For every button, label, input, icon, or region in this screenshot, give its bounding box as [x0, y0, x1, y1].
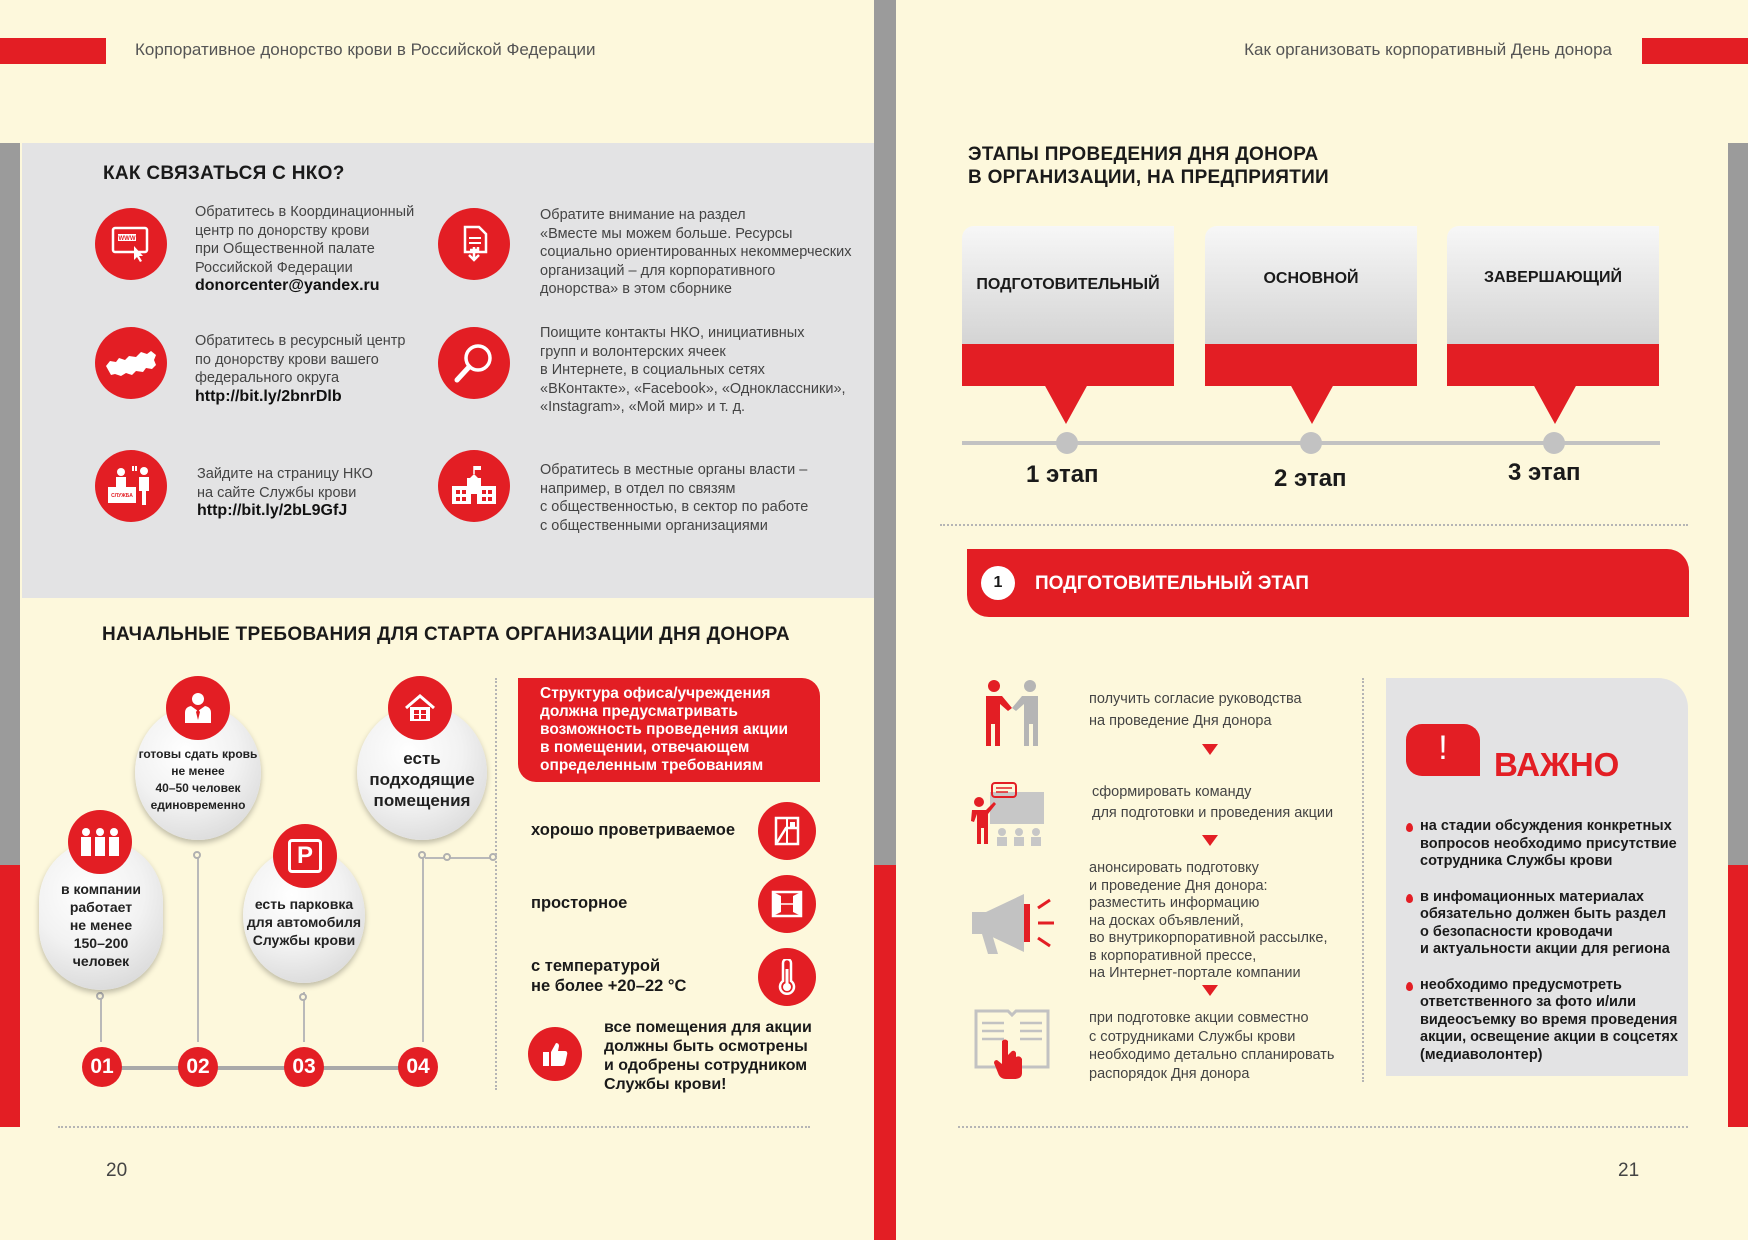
web-icon — [95, 208, 167, 280]
connector-dot-02 — [193, 851, 201, 859]
window-icon — [758, 875, 816, 933]
resource-center-link[interactable]: http://bit.ly/2bnrDlb — [195, 387, 342, 405]
left-header-red-bar — [0, 38, 106, 64]
left-side-grey-bar — [0, 143, 20, 865]
flow-divider — [1362, 678, 1364, 1082]
right-header-red-bar — [1642, 38, 1748, 64]
prep-stage-title: ПОДГОТОВИТЕЛЬНЫЙ ЭТАП — [1035, 573, 1309, 594]
connector-04 — [422, 855, 424, 1042]
important-title: ВАЖНО — [1494, 746, 1620, 783]
stage-label-1: ПОДГОТОВИТЕЛЬНЫЙ — [962, 226, 1174, 344]
right-bottom-rule — [958, 1126, 1688, 1128]
spine-grey — [874, 0, 896, 865]
prep-step-1: получить согласие руководства на проведение Дня донора — [1089, 691, 1302, 729]
requirement-bubble-02: готовы сдать кровь не менее 40–50 человек единовременно — [135, 705, 261, 840]
government-building-icon — [438, 450, 510, 522]
important-item-3: необходимо предусмотреть ответственного за фото и/или видеосъемку во время проведения акции, освещение акции в соцсетях (медиаволонтер) — [1404, 977, 1688, 1065]
right-page-header: Как организовать корпоративный День донора — [1244, 40, 1612, 59]
blood-service-link[interactable]: http://bit.ly/2bL9GfJ — [197, 502, 348, 519]
connector-04-branch — [425, 857, 497, 859]
contact-item-6: Обратитесь в местные органы власти – например, в отдел по связям с общественностью, в сектор по работе с общественными организациями — [540, 462, 809, 534]
document-download-icon — [438, 208, 510, 280]
requirements-title: НАЧАЛЬНЫЕ ТРЕБОВАНИЯ ДЛЯ СТАРТА ОРГАНИЗАЦИИ ДНЯ ДОНОРА — [102, 624, 790, 645]
stages-title: ЭТАПЫ ПРОВЕДЕНИЯ ДНЯ ДОНОРА В ОРГАНИЗАЦИИ, НА ПРЕДПРИЯТИИ — [968, 144, 1330, 188]
prep-stage-badge: 1 — [981, 566, 1015, 600]
stage-number-2: 2 этап — [1274, 465, 1347, 492]
stage-card-2-pointer — [1290, 384, 1334, 424]
prep-step-2: сформировать команду для подготовки и проведения акции — [1092, 784, 1334, 821]
flow-arrow-3 — [1202, 985, 1218, 996]
stage-number-3: 3 этап — [1508, 459, 1581, 486]
service-desk-label: СЛУЖБА — [111, 493, 133, 499]
connector-dot-04b — [443, 853, 451, 861]
stage-label-2: ОСНОВНОЙ — [1205, 226, 1417, 344]
connector-dot-01 — [96, 992, 104, 1000]
contact-item-1: Обратитесь в Координационный центр по донорству крови при Общественной палате Российской Федерации donorcenter@yandex.ru — [195, 204, 415, 294]
stage-card-2-band — [1205, 344, 1417, 386]
important-box — [1386, 678, 1688, 1076]
contact-email-link[interactable]: donorcenter@yandex.ru — [195, 277, 380, 294]
stage-card-3-pointer — [1533, 384, 1577, 424]
important-item-1: на стадии обсуждения конкретных вопросов необходимо присутствие сотрудника Службы крови — [1404, 818, 1688, 871]
megaphone-icon — [968, 890, 1064, 960]
ventilation-icon — [758, 802, 816, 860]
timeline-dot-2 — [1300, 432, 1322, 454]
requirement-bubble-01: в компании работает не менее 150–200 человек — [39, 840, 163, 990]
flow-arrow-2 — [1202, 835, 1218, 846]
thermometer-icon — [758, 948, 816, 1006]
step-number-01: 01 — [82, 1047, 122, 1087]
important-list — [1404, 818, 1688, 1082]
requirement-bubble-04: есть подходящие помещения — [357, 705, 487, 840]
stage-card-3-band — [1447, 344, 1659, 386]
thumbs-up-icon — [528, 1027, 582, 1081]
right-page-number: 21 — [1618, 1160, 1640, 1181]
requirements-divider — [495, 678, 497, 1090]
left-bottom-rule — [58, 1126, 810, 1128]
contact-item-3: Обратитесь в ресурсный центр по донорству крови вашего федерального округа http://bit.ly/2bnrDlb — [195, 333, 406, 405]
prep-stage-banner — [967, 549, 1689, 617]
numbers-baseline — [100, 1066, 422, 1070]
handshake-icon — [980, 678, 1044, 750]
magnifier-icon — [438, 327, 510, 399]
approval-note: все помещения для акции должны быть осмотрены и одобрены сотрудником Службы крови! — [604, 1019, 812, 1093]
step-number-04: 04 — [398, 1047, 438, 1087]
stage-card-1 — [962, 226, 1174, 386]
important-mark — [1406, 724, 1480, 776]
stage-card-1-band — [962, 344, 1174, 386]
parking-sign: P — [288, 839, 322, 873]
left-page-number: 20 — [106, 1160, 128, 1181]
office-structure-box: Структура офиса/учреждения должна предусматривать возможность проведения акции в помещении, отвечающем определенным требованиям — [518, 678, 820, 782]
stage-number-1: 1 этап — [1026, 461, 1099, 488]
right-side-grey-bar — [1728, 143, 1748, 865]
russia-map-icon — [95, 327, 167, 399]
important-item-2: в инфомационных материалах обязательно должен быть раздел о безопасности кроводачи и актуальности акции для региона — [1404, 889, 1688, 959]
contact-item-4: Поищите контакты НКО, инициативных групп и волонтерских ячеек в Интернете, в социальных сетях «ВКонтакте», «Facebook», «Одноклассники», «Instagram», «Мой мир» и т. д. — [540, 325, 846, 415]
step-number-03: 03 — [284, 1047, 324, 1087]
employee-icon — [166, 676, 230, 740]
people-group-icon — [68, 810, 132, 874]
spine-red — [874, 865, 896, 1240]
timeline-dot-3 — [1543, 432, 1565, 454]
prep-step-3: анонсировать подготовку и проведение Дня донора: разместить информацию на досках объявлений, во внутрикорпоративной рассылке, в корпоративной прессе, на Интернет-портале компании — [1089, 860, 1328, 981]
prep-step-4: при подготовке акции совместно с сотрудниками Службы крови необходимо детально спланировать распорядок Дня донора — [1089, 1010, 1335, 1082]
connector-dot-03 — [299, 993, 307, 1001]
left-side-red-bar — [0, 865, 20, 1127]
right-side-red-bar — [1728, 865, 1748, 1127]
left-page-header: Корпоративное донорство крови в Российской Федерации — [135, 40, 596, 59]
connector-02 — [197, 855, 199, 1042]
team-presentation-icon — [964, 780, 1054, 850]
stage-card-2 — [1205, 226, 1417, 386]
condition-spacious: просторное — [531, 894, 628, 912]
flow-arrow-1 — [1202, 744, 1218, 755]
stages-rule — [940, 524, 1688, 526]
blood-service-desk-icon — [95, 450, 167, 522]
condition-temperature: с температурой не более +20–22 °С — [531, 957, 687, 995]
requirement-bubble-03: есть парковка для автомобиля Службы крови — [243, 848, 365, 983]
contact-item-5: Зайдите на страницу НКО на сайте Службы крови http://bit.ly/2bL9GfJ — [197, 466, 373, 519]
contact-item-2: Обратите внимание на раздел «Вместе мы можем больше. Ресурсы социально ориентированных некоммерческих организаций – для корпоративного донорства» в этом сборнике — [540, 207, 852, 297]
stage-label-3: ЗАВЕРШАЮЩИЙ — [1447, 226, 1659, 344]
important-exclamation: ! — [1438, 729, 1448, 767]
book-pointer-icon — [972, 1007, 1052, 1079]
stage-card-1-pointer — [1044, 384, 1088, 424]
step-number-02: 02 — [178, 1047, 218, 1087]
timeline-dot-1 — [1056, 432, 1078, 454]
condition-ventilated: хорошо проветриваемое — [531, 821, 736, 839]
parking-icon — [273, 824, 337, 888]
house-icon — [388, 676, 452, 740]
stage-card-3 — [1447, 226, 1659, 386]
svg-text:WWW: WWW — [118, 236, 136, 242]
contact-title: КАК СВЯЗАТЬСЯ С НКО? — [103, 163, 345, 184]
